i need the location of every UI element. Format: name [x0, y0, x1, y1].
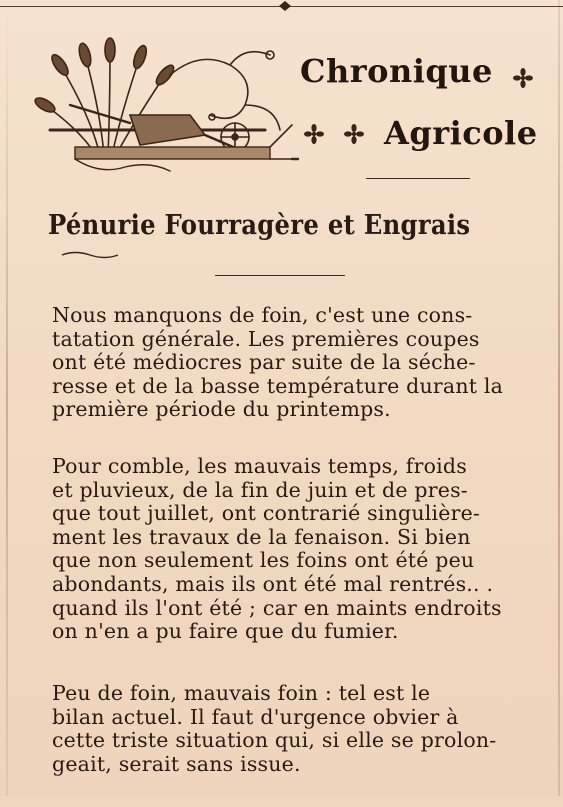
article-paragraph-1: [52, 304, 539, 422]
rosette-ornament-icon: [343, 123, 365, 145]
text-line: première période du printemps.: [52, 397, 391, 422]
clipping-bottom-edge: [0, 796, 563, 807]
text-line: et pluvieux, de la fin de juin et de pres-: [52, 477, 468, 502]
text-line: cette triste situation qui, si elle se prolon-: [52, 728, 497, 753]
article-headline: Pénurie Fourragère et Engrais: [48, 210, 471, 241]
article-paragraph-2: [52, 455, 539, 644]
text-line: bilan actuel. Il faut d'urgence obvier à: [52, 704, 459, 729]
column-title-line1: Chronique: [300, 52, 493, 90]
text-line: que tout juillet, ont contrarié singulière-: [52, 501, 481, 526]
diamond-ornament-icon: [276, 0, 294, 12]
text-line: on n'en a pu faire que du fumier.: [52, 619, 399, 644]
right-column-rule: [558, 0, 560, 807]
headline-divider: [215, 275, 345, 276]
text-line: geait, serait sans issue.: [52, 751, 301, 776]
text-line: tatation générale. Les premières coupes: [52, 326, 480, 351]
rosette-ornament-icon: [303, 123, 325, 145]
text-line: resse et de la basse température durant la: [52, 373, 504, 398]
column-title-line2: Agricole: [384, 114, 538, 152]
title-divider: [366, 178, 470, 179]
text-line: que non seulement les foins ont été peu: [52, 548, 475, 573]
text-line: Pour comble, les mauvais temps, froids: [52, 454, 467, 478]
text-line: Nous manquons de foin, c'est une cons-: [52, 303, 473, 327]
left-column-rule: [6, 0, 8, 807]
text-line: ment les travaux de la fenaison. Si bien: [52, 524, 471, 549]
wheat-and-plough-illustration-icon: [30, 35, 300, 180]
article-paragraph-3: [52, 682, 539, 776]
rosette-ornament-icon: [512, 67, 534, 89]
text-line: quand ils l'ont été ; car en maints endroits: [52, 595, 502, 620]
swash-ornament-icon: [60, 248, 120, 262]
text-line: abondants, mais ils ont été mal rentrés.. .: [52, 571, 494, 596]
text-line: Peu de foin, mauvais foin : tel est le: [52, 681, 431, 705]
text-line: ont été médiocres par suite de la séche-: [52, 350, 476, 375]
